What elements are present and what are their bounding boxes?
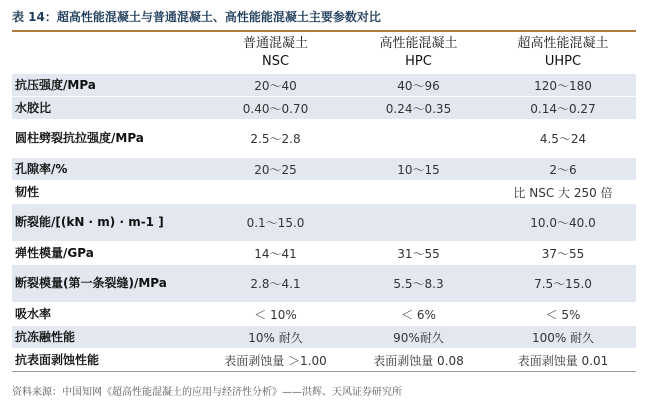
table-row (12, 158, 636, 181)
header-cell-nsc (204, 33, 347, 74)
row-label: 韧性 (12, 181, 204, 204)
header-cn: 高性能混凝土 (379, 36, 458, 51)
cell-hpc (347, 204, 490, 242)
comparison-table (12, 33, 636, 372)
table-row (12, 326, 636, 349)
table-row (12, 181, 636, 204)
cell-nsc: 表面剥蚀量 ＞1.00 (204, 349, 347, 372)
cell-nsc: 10% 耐久 (204, 326, 347, 349)
table-row (12, 204, 636, 242)
cell-nsc: 20～40 (204, 74, 347, 97)
header-cn: 普通混凝土 (242, 36, 308, 51)
cell-uhpc: ＜ 5% (490, 303, 636, 326)
table-row (12, 120, 636, 158)
cell-hpc: 表面剥蚀量 0.08 (347, 349, 490, 372)
table-row (12, 349, 636, 372)
table-row (12, 97, 636, 120)
cell-nsc: 0.1～15.0 (204, 204, 347, 242)
header-row (12, 33, 636, 74)
table-row (12, 265, 636, 303)
row-label: 吸水率 (12, 303, 204, 326)
header-en: HPC (405, 54, 432, 69)
cell-uhpc: 37～55 (490, 242, 636, 265)
cell-uhpc: 100% 耐久 (490, 326, 636, 349)
cell-hpc: ＜ 6% (347, 303, 490, 326)
title-divider (12, 30, 636, 32)
header-cn: 超高性能混凝土 (517, 36, 609, 51)
cell-uhpc: 120～180 (490, 74, 636, 97)
row-label: 抗表面剥蚀性能 (12, 349, 204, 372)
header-cell-hpc (347, 33, 490, 74)
cell-hpc (347, 181, 490, 204)
cell-nsc: 0.40～0.70 (204, 97, 347, 120)
cell-hpc (347, 120, 490, 158)
row-label: 弹性模量/GPa (12, 242, 204, 265)
cell-nsc (204, 181, 347, 204)
table-row (12, 74, 636, 97)
cell-uhpc: 10.0～40.0 (490, 204, 636, 242)
table-row (12, 303, 636, 326)
cell-uhpc: 7.5～15.0 (490, 265, 636, 303)
cell-hpc: 5.5～8.3 (347, 265, 490, 303)
header-cell-uhpc (490, 33, 636, 74)
cell-uhpc: 表面剥蚀量 0.01 (490, 349, 636, 372)
row-label: 孔隙率/% (12, 158, 204, 181)
table-title: 表 14：超高性能混凝土与普通混凝土、高性能能混凝土主要参数对比 (12, 10, 381, 24)
row-label: 水胶比 (12, 97, 204, 120)
row-label: 断裂模量(第一条裂缝)/MPa (12, 265, 204, 303)
row-label: 圆柱劈裂抗拉强度/MPa (12, 120, 204, 158)
cell-uhpc: 4.5～24 (490, 120, 636, 158)
row-label: 抗冻融性能 (12, 326, 204, 349)
row-label: 断裂能/[(kN · m) · m-1 ] (12, 204, 204, 242)
cell-uhpc: 比 NSC 大 250 倍 (490, 181, 636, 204)
header-en: NSC (261, 54, 290, 69)
cell-nsc: 2.8～4.1 (204, 265, 347, 303)
table-row (12, 242, 636, 265)
cell-nsc: 20～25 (204, 158, 347, 181)
cell-nsc: 14～41 (204, 242, 347, 265)
source-note: 资料来源：中国知网《超高性能混凝土的应用与经济性分析》——洪辉、天风证券研究所 (12, 387, 402, 398)
cell-nsc: 2.5～2.8 (204, 120, 347, 158)
cell-hpc: 90%耐久 (347, 326, 490, 349)
cell-uhpc: 2～6 (490, 158, 636, 181)
row-label: 抗压强度/MPa (12, 74, 204, 97)
cell-hpc: 10～15 (347, 158, 490, 181)
cell-hpc: 31～55 (347, 242, 490, 265)
header-cell-label (12, 33, 204, 74)
cell-hpc: 0.24～0.35 (347, 97, 490, 120)
cell-hpc: 40～96 (347, 74, 490, 97)
cell-nsc: ＜ 10% (204, 303, 347, 326)
cell-uhpc: 0.14～0.27 (490, 97, 636, 120)
header-en: UHPC (544, 54, 582, 69)
